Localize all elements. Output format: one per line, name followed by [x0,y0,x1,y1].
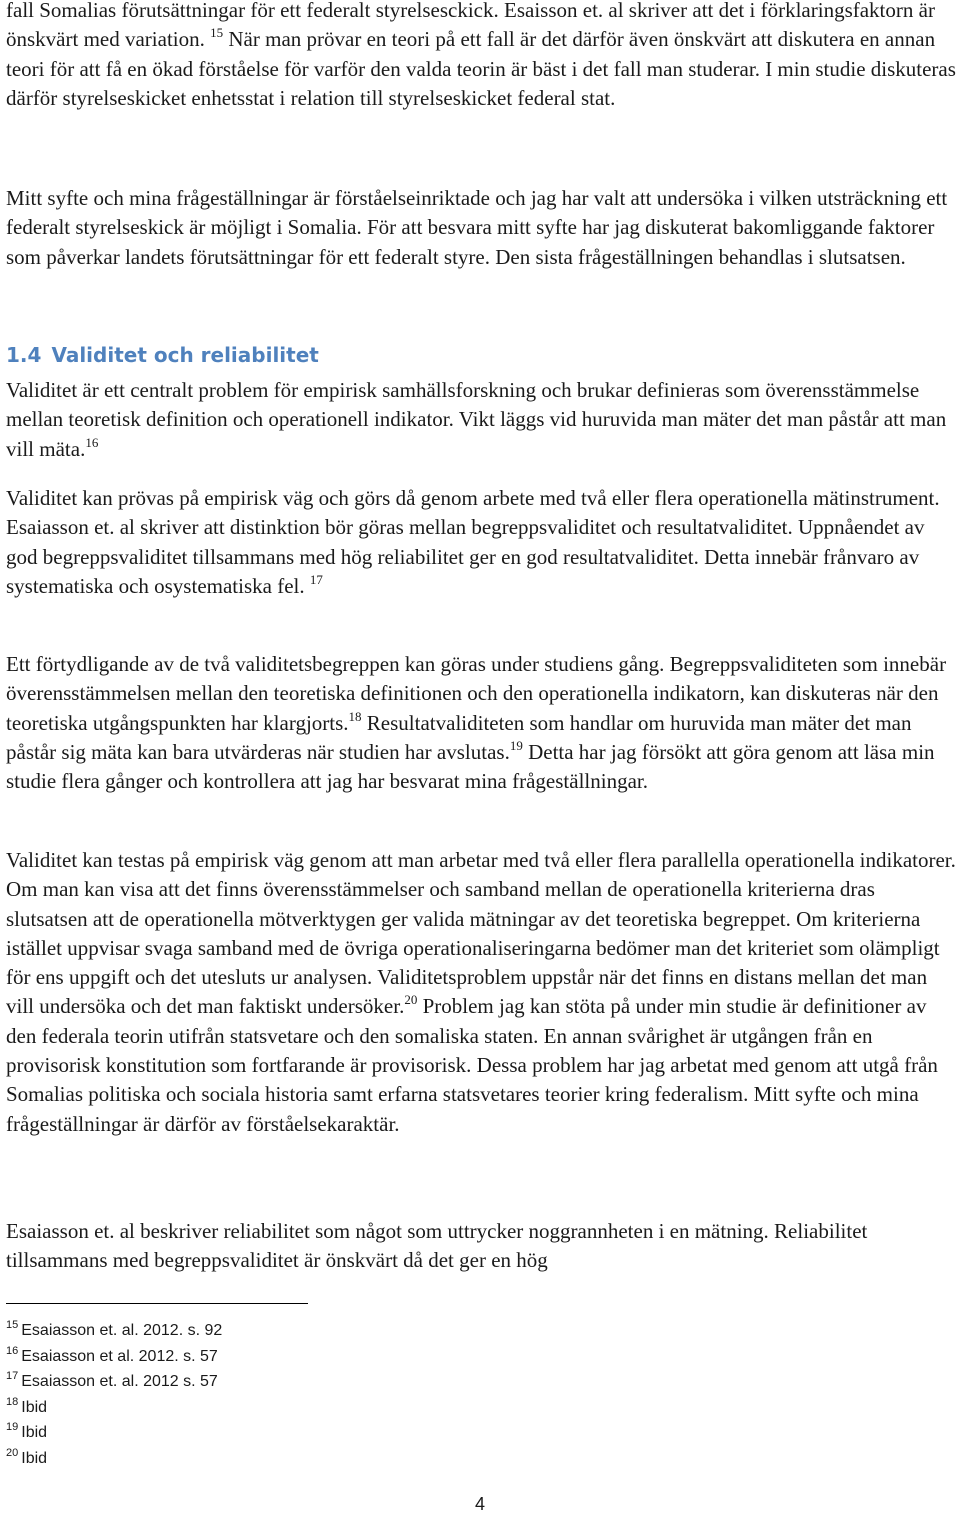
footnote-ref: 19 [509,737,523,753]
footnote-text: Esaiasson et al. 2012. s. 57 [21,1347,218,1365]
footnote-number: 17 [6,1370,19,1382]
section-number: 1.4 [6,343,42,367]
footnote-number: 18 [6,1395,19,1408]
paragraph-text: Validitet kan prövas på empirisk väg och görs då genom arbete med två eller flera operationella mätinstrument. Esaiasson et. al skriver att distinktion bör göras mellan begreppsvaliditet och resultatvaliditet. Uppnåendet av god begreppsvaliditet tillsammans med hög reliabilitet ger en god resultatvaliditet. Detta innebär frånvaro av systematiska och osystematiska fel. [6,486,940,598]
paragraph [6,1217,958,1276]
footnote-number: 15 [6,1319,19,1331]
paragraph [6,0,958,113]
paragraph-text: Validitet är ett centralt problem för empirisk samhällsforskning och brukar definieras som överensstämmelse mellan teoretisk definition och operationell indikator. Vikt läggs vid huruvida man mäter det man påstår att man vill mäta. [6,378,947,461]
footnote-ref: 17 [309,571,323,587]
paragraph-text: Resultatvaliditeten som handlar om huruvida man mäter det man påstår sig mäta kan bara utvärderas när studien har avslutas. [6,710,912,764]
footnote-ref: 15 [210,25,224,41]
paragraph-text: Mitt syfte och mina frågeställningar är förståelseinriktade och jag har valt att undersöka i vilken utsträckning ett federalt styrelseskick är möjligt i Somalia. För att besvara mitt syfte har jag diskuterat bakomliggande faktorer som påverkar landets förutsättningar för ett federalt styre. Den sista frågeställningen behandlas i slutsatsen. [6,186,948,269]
footnote-text: Esaiasson et. al. 2012 s. 57 [21,1373,218,1390]
footnote-number: 20 [6,1446,19,1459]
paragraph-text: Problem jag kan stöta på under min studie är definitioner av den federala teorin utifrån statsvetare och den somaliska staten. En annan svårighet är utgången från en provisorisk konstitution som fortfarande är provisorisk. Dessa problem har jag arbetat med genom att utgå från Somalias politiska och sociala historia samt erfarna statsvetares teorier kring federalism. Mitt syfte och mina frågeställningar är därför av förståelsekaraktär. [6,994,938,1136]
footnote-ref: 20 [404,992,418,1008]
paragraph-text: fall Somalias förutsättningar för ett federalt styrelsesckick. Esaisson et. al skriver att det i förklaringsfaktorn är önskvärt med variation. [6,0,935,52]
paragraph [6,484,958,601]
section-heading [6,341,319,369]
footnote [6,1318,222,1344]
footnote-number: 19 [6,1421,19,1433]
paragraph-text: När man prövar en teori på ett fall är det därför även önskvärt att diskutera en annan teori för att få en ökad förståelse för varför den valda teorin är bäst i det fall man studerar. I min studie diskuteras därför styrelseskicket enhetsstat i relation till styrelseskicket federal stat. [6,27,956,110]
footnotes [6,1318,222,1471]
paragraph-text: Esaiasson et. al beskriver reliabilitet som något som uttrycker noggrannheten i en mätning. Reliabilitet tillsammans med begreppsvaliditet är önskvärt då det ger en hög [6,1219,868,1273]
footnote [6,1395,222,1421]
footnote-text: Ibid [21,1424,48,1441]
footnote-separator [6,1303,308,1304]
section-title: Validitet och reliabilitet [51,343,319,367]
footnote-ref: 18 [348,708,362,724]
paragraph-text: Validitet kan testas på empirisk väg genom att man arbetar med två eller flera parallella operationella indikatorer. Om man kan visa att det finns överensstämmelser och samband mellan de operationella kriterierna dras slutsatsen att de operationella mötverktygen ger valida mätningar av det teoretiska begreppet. Om kriterierna istället uppvisar svaga samband med de övriga operationaliseringarna bedömer man det kriteriet som olämpligt för ens uppgift och det utesluts ur analysen. Validitetsproblem uppstår när det finns en distans mellan det man vill undersöka och det man faktiskt undersöker. [6,848,956,1019]
page-number: 4 [474,1494,485,1514]
paragraph [6,650,958,796]
paragraph [6,376,958,464]
footnote-text: Ibid [21,1449,48,1467]
footnote-text: Ibid [21,1398,48,1416]
footnote [6,1344,222,1370]
footnote-ref: 16 [85,434,99,450]
paragraph-text: Detta har jag försökt att göra genom att läsa min studie flera gånger och kontrollera att jag har besvarat mina frågeställningar. [6,739,935,794]
footnote-text: Esaiasson et. al. 2012. s. 92 [21,1322,223,1339]
footnote [6,1369,222,1395]
paragraph [6,184,958,272]
footnote [6,1420,222,1446]
footnote [6,1446,222,1472]
paragraph-text: Ett förtydligande av de två validitetsbegreppen kan göras under studiens gång. Begreppsvaliditeten som innebär överensstämmelsen mellan den teoretiska definitionen och den operationella indikatorn, kan diskuteras när den teoretiska utgångspunkten har klargjorts. [6,652,947,735]
paragraph [6,846,958,1139]
footnote-number: 16 [6,1344,19,1357]
